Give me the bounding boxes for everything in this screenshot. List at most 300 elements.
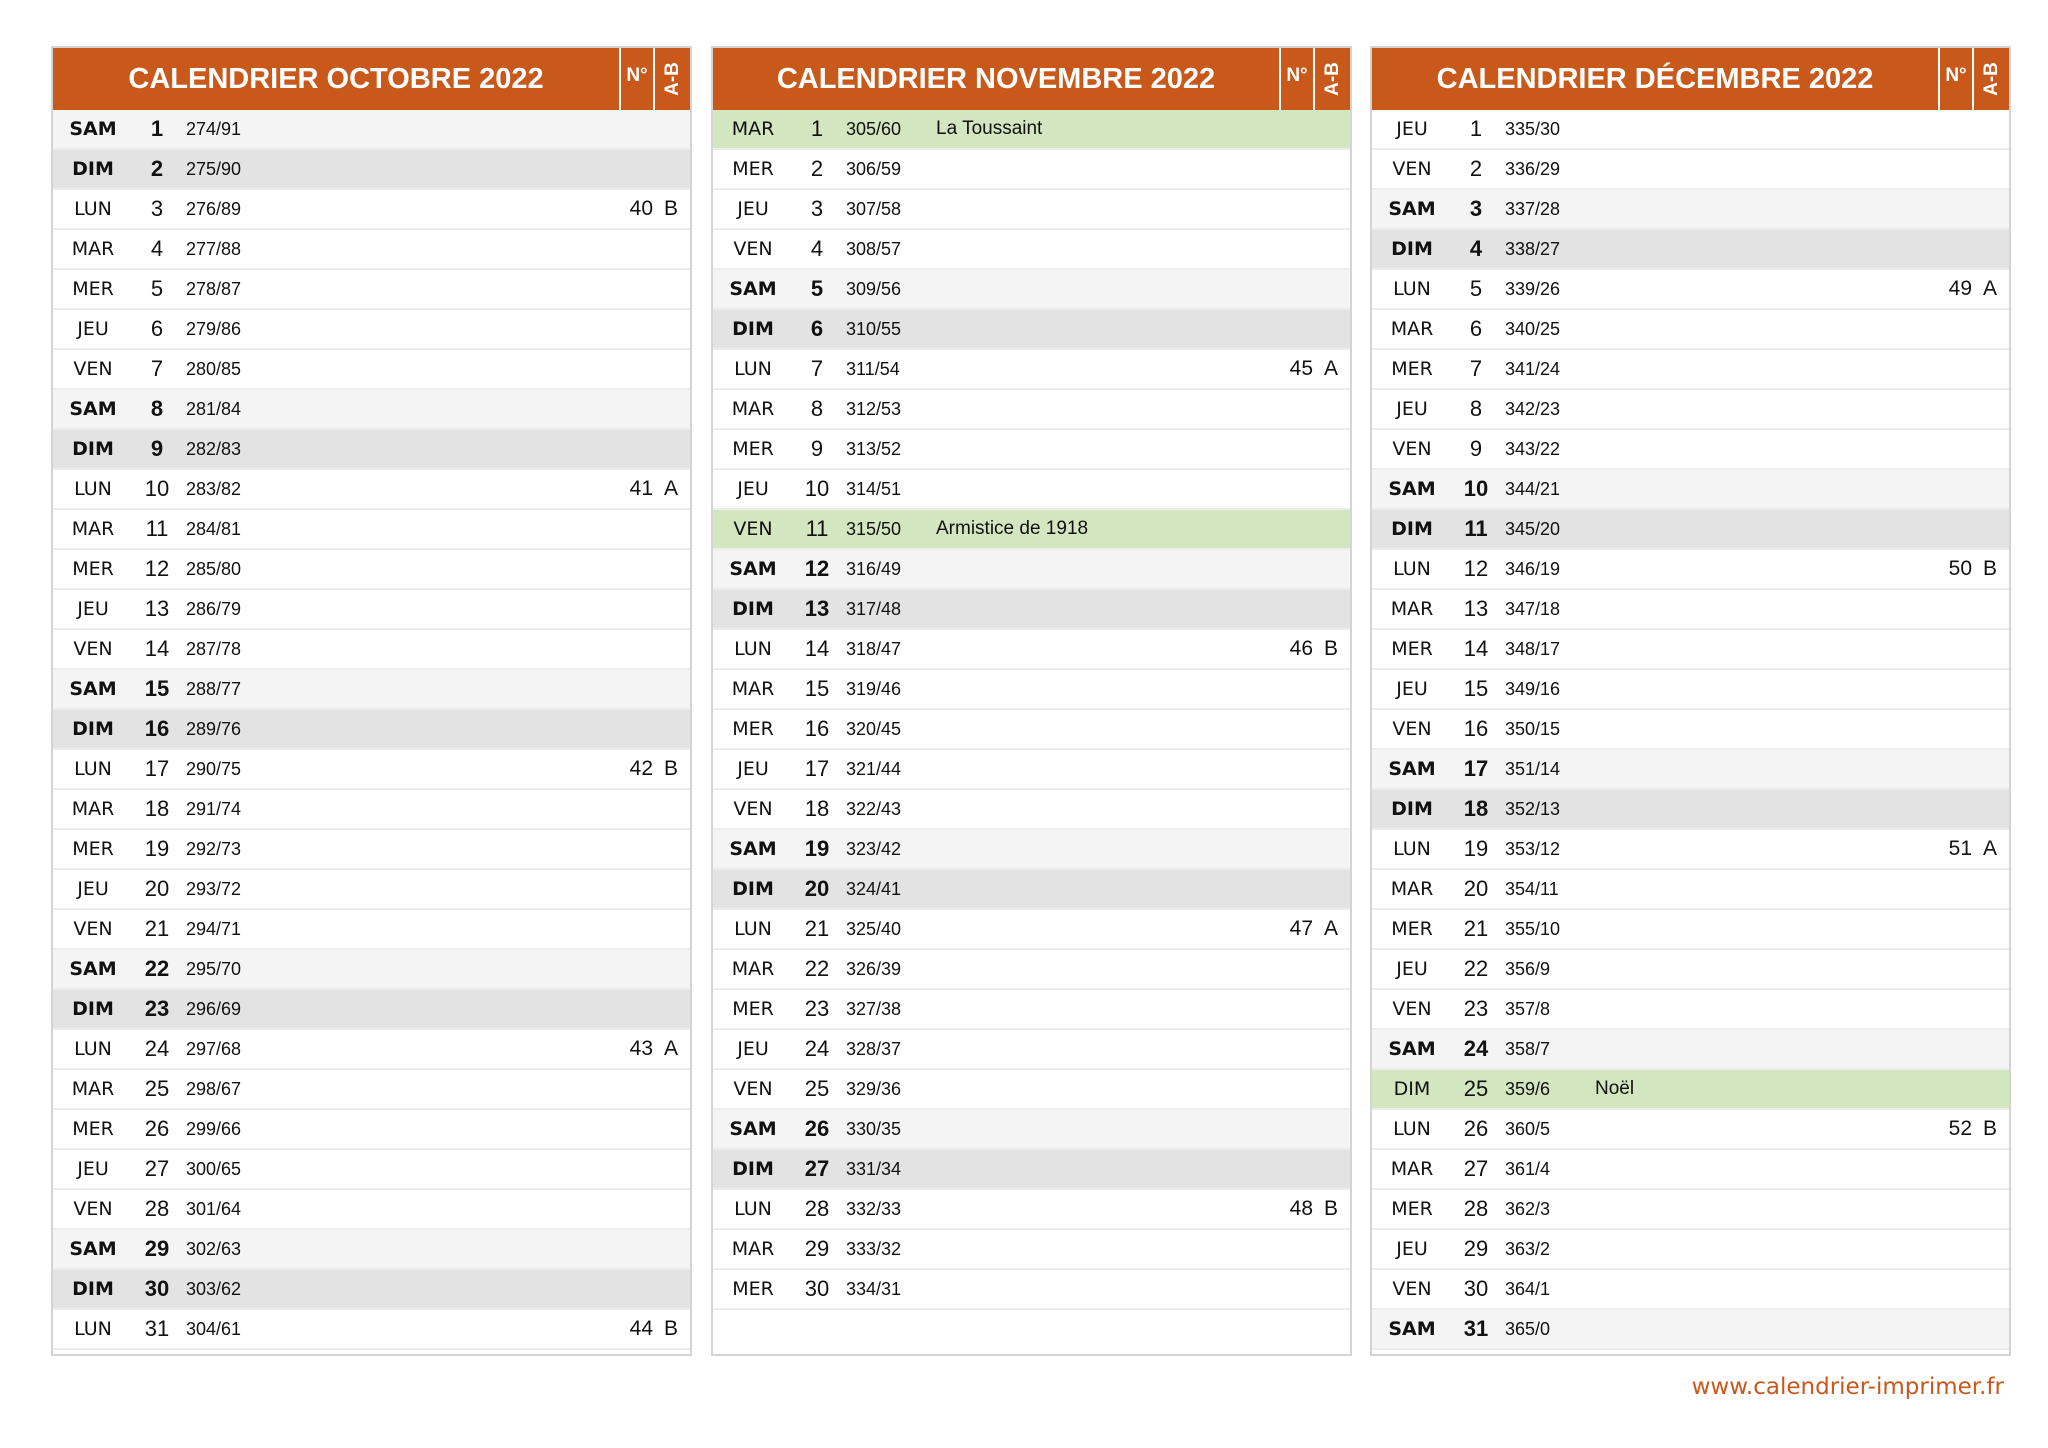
day-of-week: SAM [1388,198,1436,220]
day-ordinal: 331/34 [846,1159,902,1179]
day-of-week: MER [1391,358,1433,380]
day-row [713,110,1350,150]
day-row [1372,1070,2009,1110]
day-of-week: MAR [71,1078,115,1100]
day-ordinal: 348/17 [1505,639,1561,659]
day-number: 22 [804,956,830,981]
day-number: 5 [810,276,824,301]
day-ordinal: 292/73 [186,839,242,859]
day-number: 26 [804,1116,830,1141]
day-ordinal: 298/67 [186,1079,242,1099]
day-of-week: SAM [1388,1038,1436,1060]
day-number: 9 [810,436,824,461]
day-ordinal: 300/65 [186,1159,242,1179]
day-number: 14 [804,636,830,661]
day-of-week: LUN [734,638,772,660]
day-row [53,630,690,670]
month-header [1372,48,2009,110]
day-of-week: JEU [77,878,109,900]
week-ab: A [1982,837,1997,860]
day-of-week: DIM [72,158,114,180]
day-ordinal: 351/14 [1505,759,1561,779]
day-number: 8 [150,396,164,421]
day-rows [713,110,1350,1310]
day-ordinal: 297/68 [186,1039,242,1059]
day-row [713,1110,1350,1150]
day-ordinal: 283/82 [186,479,242,499]
day-number: 3 [810,196,824,221]
day-ordinal: 324/41 [846,879,902,899]
day-of-week: VEN [73,1198,113,1220]
week-number: 50 [1948,557,1972,580]
day-row [1372,1030,2009,1070]
day-ordinal: 349/16 [1505,679,1561,699]
day-ordinal: 332/33 [846,1199,902,1219]
website-link[interactable]: www.calendrier-imprimer.fr [1691,1374,2004,1400]
day-row [53,670,690,710]
day-ordinal: 296/69 [186,999,242,1019]
day-number: 6 [810,316,824,341]
day-of-week: MER [732,718,774,740]
month-title: CALENDRIER OCTOBRE 2022 [128,63,544,95]
day-ordinal: 289/76 [186,719,242,739]
day-of-week: LUN [1393,1118,1431,1140]
day-of-week: JEU [1396,958,1428,980]
day-ordinal: 284/81 [186,519,242,539]
day-ordinal: 339/26 [1505,279,1561,299]
day-number: 14 [1463,636,1489,661]
day-number: 29 [1463,1236,1489,1261]
day-row [713,1030,1350,1070]
day-of-week: MER [1391,1198,1433,1220]
day-ordinal: 318/47 [846,639,902,659]
day-ordinal: 317/48 [846,599,902,619]
day-ordinal: 277/88 [186,239,242,259]
day-row [713,750,1350,790]
day-row [713,350,1350,390]
day-ordinal: 323/42 [846,839,902,859]
day-of-week: DIM [72,1278,114,1300]
day-ordinal: 357/8 [1505,999,1551,1019]
week-ab: A [663,477,678,500]
day-of-week: LUN [1393,278,1431,300]
day-row [1372,630,2009,670]
day-of-week: VEN [73,918,113,940]
day-of-week: DIM [1393,1078,1431,1100]
day-number: 11 [1464,516,1488,541]
day-of-week: LUN [74,758,112,780]
day-of-week: DIM [732,318,774,340]
day-of-week: SAM [69,678,117,700]
day-of-week: DIM [72,438,114,460]
day-row [713,550,1350,590]
ab-header: A-B [1313,48,1350,110]
day-number: 24 [1463,1036,1489,1061]
day-ordinal: 354/11 [1505,879,1559,899]
day-ordinal: 334/31 [846,1279,902,1299]
day-row [1372,350,2009,390]
day-of-week: DIM [732,1158,774,1180]
month-october [51,46,692,1356]
day-number: 10 [144,476,170,501]
day-number: 13 [1463,596,1489,621]
day-row [53,870,690,910]
day-row [1372,670,2009,710]
day-ordinal: 306/59 [846,159,902,179]
day-row [1372,590,2009,630]
week-ab: B [1323,1197,1338,1220]
day-ordinal: 342/23 [1505,399,1561,419]
day-number: 2 [150,156,164,181]
day-row [1372,1190,2009,1230]
week-number: 49 [1948,277,1972,300]
day-ordinal: 352/13 [1505,799,1561,819]
month-header [53,48,690,110]
day-number: 25 [1463,1076,1489,1101]
week-ab: B [1323,637,1338,660]
day-of-week: SAM [69,398,117,420]
day-number: 28 [804,1196,830,1221]
day-of-week: SAM [729,558,777,580]
day-row [53,1230,690,1270]
day-number: 27 [1463,1156,1489,1181]
day-ordinal: 327/38 [846,999,902,1019]
day-row [53,1270,690,1310]
day-row [53,990,690,1030]
month-december [1370,46,2011,1356]
week-ab: B [663,197,678,220]
day-ordinal: 347/18 [1505,599,1561,619]
day-of-week: MER [1391,918,1433,940]
day-ordinal: 286/79 [186,599,242,619]
day-number: 7 [150,356,164,381]
day-row [1372,790,2009,830]
day-number: 18 [144,796,170,821]
day-number: 16 [804,716,830,741]
day-number: 26 [144,1116,170,1141]
day-of-week: SAM [729,838,777,860]
month-header [713,48,1350,110]
day-ordinal: 307/58 [846,199,902,219]
day-of-week: DIM [732,598,774,620]
day-of-week: SAM [69,118,117,140]
day-ordinal: 341/24 [1505,359,1561,379]
day-ordinal: 335/30 [1505,119,1561,139]
week-number: 46 [1289,637,1313,660]
day-row [713,430,1350,470]
day-ordinal: 328/37 [846,1039,902,1059]
week-ab: B [663,757,678,780]
day-of-week: MAR [1390,1158,1434,1180]
day-row [1372,1270,2009,1310]
day-row [713,1270,1350,1310]
day-ordinal: 361/4 [1505,1159,1551,1179]
day-of-week: LUN [734,358,772,380]
day-row [53,310,690,350]
day-number: 21 [144,916,170,941]
day-of-week: DIM [1391,798,1433,820]
day-row [53,350,690,390]
day-of-week: MAR [71,518,115,540]
day-of-week: VEN [1392,438,1432,460]
day-ordinal: 355/10 [1505,919,1561,939]
day-ordinal: 303/62 [186,1279,242,1299]
day-ordinal: 316/49 [846,559,902,579]
day-number: 3 [150,196,164,221]
day-of-week: MER [732,998,774,1020]
week-ab: A [1982,277,1997,300]
day-ordinal: 278/87 [186,279,242,299]
day-number: 26 [1463,1116,1489,1141]
day-ordinal: 308/57 [846,239,902,259]
day-ordinal: 312/53 [846,399,902,419]
day-row [53,110,690,150]
day-number: 23 [144,996,170,1021]
day-ordinal: 313/52 [846,439,902,459]
day-row [53,1030,690,1070]
day-ordinal: 321/44 [846,759,902,779]
week-number-header: N° [619,48,653,110]
day-of-week: LUN [734,1198,772,1220]
day-of-week: VEN [73,358,113,380]
day-row [53,510,690,550]
day-row [1372,1230,2009,1270]
day-ordinal: 343/22 [1505,439,1561,459]
day-number: 20 [144,876,170,901]
day-row [1372,230,2009,270]
day-row [53,1310,690,1350]
day-of-week: JEU [737,478,769,500]
day-row [1372,110,2009,150]
day-ordinal: 314/51 [846,479,902,499]
day-row [713,150,1350,190]
day-of-week: SAM [1388,1318,1436,1340]
day-row [53,430,690,470]
day-of-week: LUN [1393,838,1431,860]
day-number: 7 [810,356,824,381]
week-ab: A [663,1037,678,1060]
day-row [53,910,690,950]
day-row [1372,470,2009,510]
day-of-week: JEU [1396,1238,1428,1260]
day-row [713,630,1350,670]
day-number: 4 [150,236,164,261]
day-row [713,790,1350,830]
week-number: 52 [1948,1117,1972,1140]
day-ordinal: 360/5 [1505,1119,1551,1139]
day-number: 12 [144,556,170,581]
day-number: 13 [804,596,830,621]
day-number: 11 [145,516,169,541]
day-number: 30 [144,1276,170,1301]
day-row [53,150,690,190]
day-number: 12 [804,556,830,581]
day-number: 27 [804,1156,830,1181]
month-title: CALENDRIER NOVEMBRE 2022 [776,63,1216,95]
day-row [53,950,690,990]
day-number: 30 [804,1276,830,1301]
day-ordinal: 309/56 [846,279,902,299]
day-of-week: VEN [733,1078,773,1100]
week-number: 51 [1948,837,1972,860]
day-ordinal: 290/75 [186,759,242,779]
day-of-week: DIM [1391,518,1433,540]
day-row [53,190,690,230]
day-row [53,470,690,510]
day-of-week: LUN [74,1318,112,1340]
day-number: 10 [1463,476,1489,501]
day-row [713,310,1350,350]
day-ordinal: 294/71 [186,919,242,939]
holiday-name: La Toussaint [936,118,1043,139]
day-of-week: JEU [77,318,109,340]
day-of-week: MER [732,1278,774,1300]
day-row [53,230,690,270]
day-row [53,710,690,750]
day-number: 1 [150,116,164,141]
week-ab: B [663,1317,678,1340]
day-number: 4 [1469,236,1483,261]
day-ordinal: 276/89 [186,199,242,219]
day-row [53,790,690,830]
day-of-week: MAR [731,958,775,980]
day-of-week: MER [732,438,774,460]
day-ordinal: 322/43 [846,799,902,819]
week-number: 43 [629,1037,653,1060]
day-number: 30 [1463,1276,1489,1301]
day-of-week: MER [732,158,774,180]
day-number: 6 [1469,316,1483,341]
day-of-week: DIM [1391,238,1433,260]
day-row [1372,870,2009,910]
day-number: 17 [144,756,170,781]
day-ordinal: 301/64 [186,1199,242,1219]
day-number: 18 [804,796,830,821]
day-of-week: VEN [733,798,773,820]
day-of-week: MER [72,1118,114,1140]
day-ordinal: 299/66 [186,1119,242,1139]
day-number: 29 [144,1236,170,1261]
day-row [53,1150,690,1190]
day-ordinal: 356/9 [1505,959,1551,979]
day-of-week: MAR [71,798,115,820]
day-row [713,670,1350,710]
day-number: 1 [1469,116,1483,141]
day-of-week: SAM [69,1238,117,1260]
day-of-week: JEU [737,758,769,780]
day-of-week: VEN [733,518,773,540]
day-row [713,190,1350,230]
day-row [713,270,1350,310]
day-row [713,1230,1350,1270]
day-rows [1372,110,2009,1350]
day-ordinal: 326/39 [846,959,902,979]
day-number: 31 [144,1316,170,1341]
day-of-week: MAR [731,1238,775,1260]
day-ordinal: 320/45 [846,719,902,739]
day-of-week: MER [72,838,114,860]
day-ordinal: 333/32 [846,1239,902,1259]
day-number: 27 [144,1156,170,1181]
week-ab: B [1982,1117,1997,1140]
day-of-week: MER [72,278,114,300]
day-number: 31 [1463,1316,1489,1341]
day-ordinal: 285/80 [186,559,242,579]
week-ab: A [1323,357,1338,380]
ab-header: A-B [1972,48,2009,110]
week-number: 48 [1289,1197,1313,1220]
day-row [53,1070,690,1110]
day-of-week: MER [72,558,114,580]
day-of-week: MAR [731,678,775,700]
day-row [1372,1150,2009,1190]
day-ordinal: 282/83 [186,439,242,459]
day-of-week: SAM [729,1118,777,1140]
day-ordinal: 336/29 [1505,159,1561,179]
day-ordinal: 359/6 [1505,1079,1551,1099]
day-ordinal: 302/63 [186,1239,242,1259]
day-row [1372,990,2009,1030]
day-ordinal: 340/25 [1505,319,1561,339]
day-ordinal: 310/55 [846,319,902,339]
day-number: 24 [804,1036,830,1061]
day-of-week: VEN [73,638,113,660]
week-number: 42 [629,757,653,780]
day-ordinal: 325/40 [846,919,902,939]
week-ab: A [1323,917,1338,940]
day-row [713,1190,1350,1230]
day-row [1372,910,2009,950]
day-row [1372,950,2009,990]
day-number: 9 [1469,436,1483,461]
day-of-week: DIM [732,878,774,900]
day-number: 1 [810,116,824,141]
day-number: 19 [1463,836,1489,861]
day-row [1372,190,2009,230]
day-number: 19 [144,836,170,861]
day-of-week: VEN [1392,998,1432,1020]
day-number: 8 [810,396,824,421]
day-of-week: JEU [737,198,769,220]
day-ordinal: 281/84 [186,399,242,419]
day-of-week: MER [1391,638,1433,660]
day-row [1372,750,2009,790]
day-number: 7 [1469,356,1483,381]
day-row [1372,550,2009,590]
day-number: 15 [144,676,170,701]
day-of-week: DIM [72,718,114,740]
day-of-week: JEU [1396,398,1428,420]
day-of-week: JEU [77,598,109,620]
month-title: CALENDRIER DÉCEMBRE 2022 [1436,63,1874,95]
day-number: 20 [1463,876,1489,901]
day-row [1372,430,2009,470]
day-number: 10 [804,476,830,501]
day-row [1372,150,2009,190]
day-number: 28 [1463,1196,1489,1221]
day-number: 15 [804,676,830,701]
day-of-week: VEN [1392,1278,1432,1300]
day-number: 6 [150,316,164,341]
day-of-week: JEU [77,1158,109,1180]
day-row [1372,830,2009,870]
day-of-week: LUN [1393,558,1431,580]
day-ordinal: 275/90 [186,159,242,179]
day-number: 19 [804,836,830,861]
day-of-week: MAR [731,398,775,420]
holiday-name: Armistice de 1918 [936,518,1089,539]
week-number: 40 [629,197,653,220]
